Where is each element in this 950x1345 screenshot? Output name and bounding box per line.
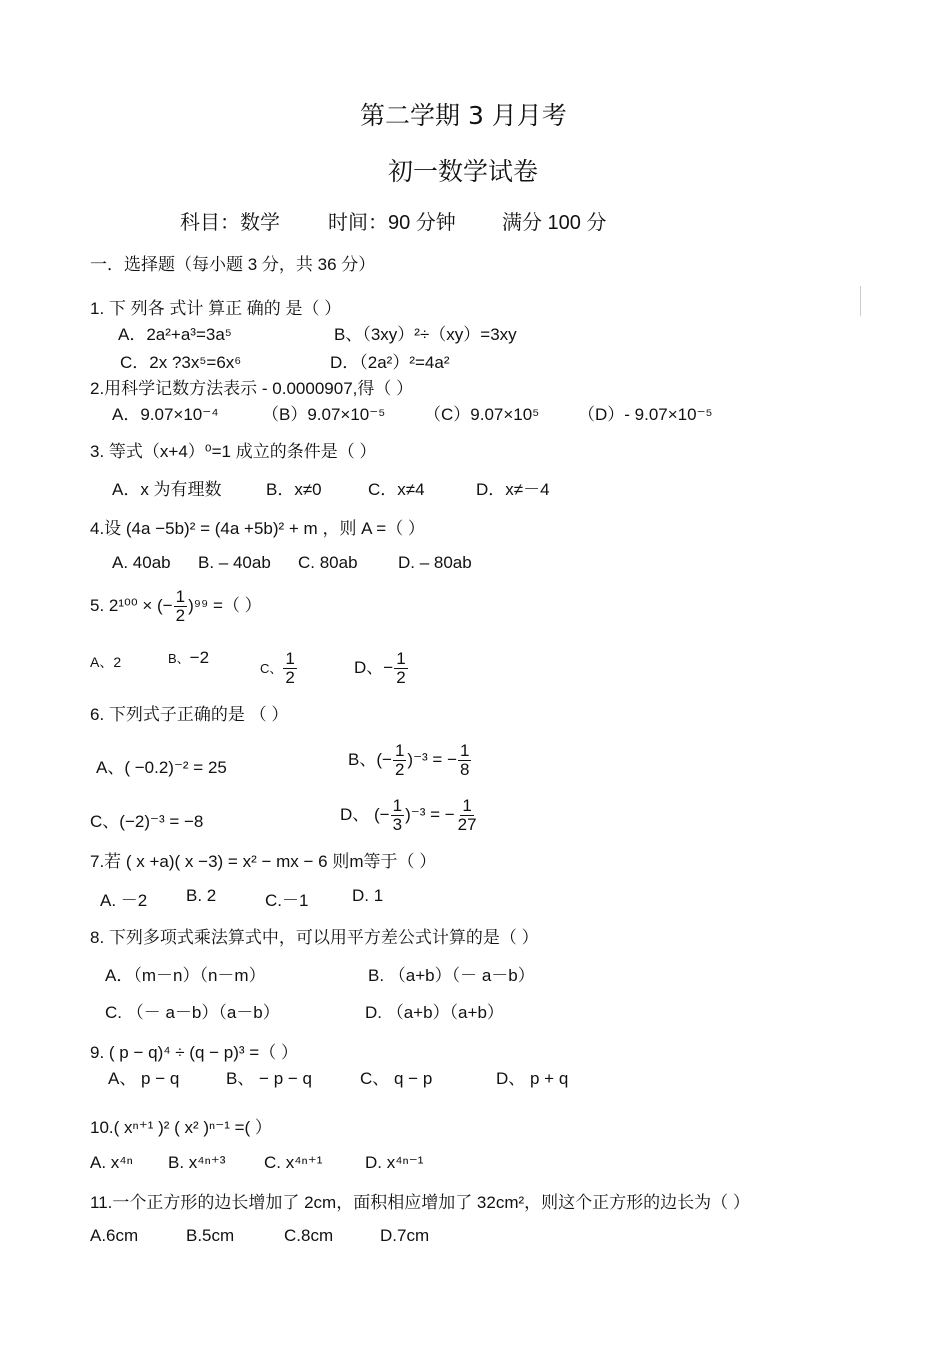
q1-option-a: A．2a²+a³=3a⁵	[118, 325, 232, 344]
q5-option-c	[260, 650, 298, 687]
q4-option-a: A. 40ab	[112, 553, 171, 572]
q6-option-b	[348, 742, 472, 779]
q11-option-d: D.7cm	[380, 1226, 430, 1245]
q5-stem-post: )⁹⁹ =（ ）	[188, 595, 262, 615]
q6-stem: 6. 下列式子正确的是 （ ）	[90, 705, 289, 724]
q1-option-d: D．（2a²）²=4a²	[330, 353, 450, 372]
q5-option-c-fraction	[283, 650, 296, 687]
q3-option-c: C．x≠4	[368, 480, 425, 499]
q5-option-d-num: 1	[396, 649, 406, 668]
q6-option-d-den: 3	[392, 814, 403, 834]
q10-option-a: A. x⁴ⁿ	[90, 1153, 133, 1172]
q5-stem	[90, 588, 262, 625]
q6-option-b-rden: 8	[460, 759, 470, 779]
section-heading: 一．选择题（每小题 3 分，共 36 分）	[90, 255, 376, 274]
q8-option-c: C. （－ a－b）（a－b）	[105, 1003, 280, 1022]
q5-fraction	[174, 588, 187, 625]
q5-option-b	[168, 648, 209, 668]
q6-option-d-rden: 27	[457, 814, 477, 834]
q6-option-b-mid: )⁻³ = −	[407, 749, 458, 769]
q5-option-c-num: 1	[285, 649, 295, 668]
q4-option-d: D. – 80ab	[398, 553, 472, 572]
q8-option-b: B. （a+b）（－ a－b）	[368, 966, 535, 985]
q7-stem: 7.若 ( x +a)( x −3) = x² − mx − 6 则m等于（ ）	[90, 852, 437, 871]
q2-option-b: （B）9.07×10⁻⁵	[262, 405, 386, 424]
q6-option-d-result	[456, 797, 479, 834]
info-score: 满分 100 分	[502, 212, 607, 234]
q3-stem: 3. 等式（x+4）⁰=1 成立的条件是（ ）	[90, 442, 377, 461]
q5-option-a: A、2	[90, 654, 122, 670]
q7-option-b: B. 2	[186, 886, 217, 905]
q6-option-b-num: 1	[394, 741, 405, 760]
q2-option-a: A．9.07×10⁻⁴	[112, 405, 219, 424]
q9-option-b: B、 − p − q	[226, 1069, 312, 1088]
q6-option-d	[340, 797, 480, 834]
q10-option-c: C. x⁴ⁿ⁺¹	[264, 1153, 323, 1172]
q9-stem: 9. ( p − q)⁴ ÷ (q − p)³ =（ ）	[90, 1043, 298, 1062]
margin-divider	[860, 286, 861, 316]
q6-option-d-rnum: 1	[462, 796, 472, 815]
q5-option-b-prefix: B、	[168, 651, 190, 666]
q5-option-c-prefix: C、	[260, 660, 283, 676]
q4-option-c: C. 80ab	[298, 553, 358, 572]
q9-option-a: A、 p − q	[108, 1069, 180, 1088]
q6-option-b-result	[458, 742, 471, 779]
q5-option-d-fraction	[394, 650, 407, 687]
q10-stem: 10.( xⁿ⁺¹ )² ( x² )ⁿ⁻¹ =( ）	[90, 1118, 272, 1137]
q5-option-b-value: −2	[189, 648, 210, 667]
q5-option-d	[354, 650, 409, 687]
q3-option-d: D．x≠－4	[476, 480, 550, 499]
q11-option-c: C.8cm	[284, 1226, 334, 1245]
q6-option-d-mid: )⁻³ = −	[405, 804, 455, 824]
q6-option-b-fraction	[393, 742, 406, 779]
exam-subtitle: 初一数学试卷	[388, 157, 539, 186]
q8-option-a: A．（m－n）（n－m）	[105, 966, 266, 985]
q6-option-c: C、(−2)⁻³ = −8	[90, 812, 204, 831]
q6-option-b-rnum: 1	[460, 741, 470, 760]
q6-option-b-pre: B、(−	[348, 749, 392, 769]
q6-option-d-fraction	[391, 797, 404, 834]
q1-option-c: C．2x ?3x⁵=6x⁶	[120, 353, 242, 372]
q6-option-d-pre: D、 (−	[340, 804, 390, 824]
q5-option-d-prefix: D、−	[354, 657, 394, 677]
q7-option-a: A. －2	[100, 891, 148, 910]
q1-stem: 1. 下 列各 式计 算正 确的 是（ ）	[90, 299, 342, 318]
q6-option-a: A、( −0.2)⁻² = 25	[96, 758, 227, 777]
q5-frac-num: 1	[175, 587, 186, 606]
q4-option-b: B. – 40ab	[198, 553, 271, 572]
q2-option-d: （D）- 9.07×10⁻⁵	[578, 405, 713, 424]
q2-option-c: （C）9.07×10⁵	[424, 405, 540, 424]
q5-frac-den: 2	[175, 605, 186, 625]
q7-option-c: C.－1	[265, 891, 309, 910]
q1-option-b: B、（3xy）²÷（xy）=3xy	[334, 325, 517, 344]
info-subject: 科目：数学	[180, 212, 280, 234]
q7-option-d: D. 1	[352, 886, 384, 905]
q5-stem-pre: 5. 2¹⁰⁰ × (−	[90, 595, 173, 615]
info-time: 时间：90 分钟	[328, 212, 456, 234]
q2-stem: 2.用科学记数方法表示 - 0.0000907,得（ ）	[90, 379, 414, 398]
q9-option-d: D、 p + q	[496, 1069, 569, 1088]
q3-option-a: A．x 为有理数	[112, 480, 222, 499]
exam-title: 第二学期 3 月月考	[360, 101, 567, 130]
q6-option-b-den: 2	[394, 759, 405, 779]
q8-stem: 8. 下列多项式乘法算式中，可以用平方差公式计算的是（ ）	[90, 928, 539, 947]
q8-option-d: D. （a+b）（a+b）	[365, 1003, 504, 1022]
q3-option-b: B．x≠0	[266, 480, 322, 499]
q11-option-b: B.5cm	[186, 1226, 235, 1245]
q11-stem: 11.一个正方形的边长增加了 2cm，面积相应增加了 32cm²，则这个正方形的边长为（ ）	[90, 1193, 750, 1212]
q10-option-d: D. x⁴ⁿ⁻¹	[365, 1153, 424, 1172]
q5-option-d-den: 2	[396, 667, 406, 687]
q9-option-c: C、 q − p	[360, 1069, 433, 1088]
q5-option-c-den: 2	[285, 667, 295, 687]
q11-option-a: A.6cm	[90, 1226, 139, 1245]
q4-stem: 4.设 (4a −5b)² = (4a +5b)² + m ，则 A =（ ）	[90, 519, 425, 538]
q6-option-d-num: 1	[392, 796, 403, 815]
q10-option-b: B. x⁴ⁿ⁺³	[168, 1153, 226, 1172]
